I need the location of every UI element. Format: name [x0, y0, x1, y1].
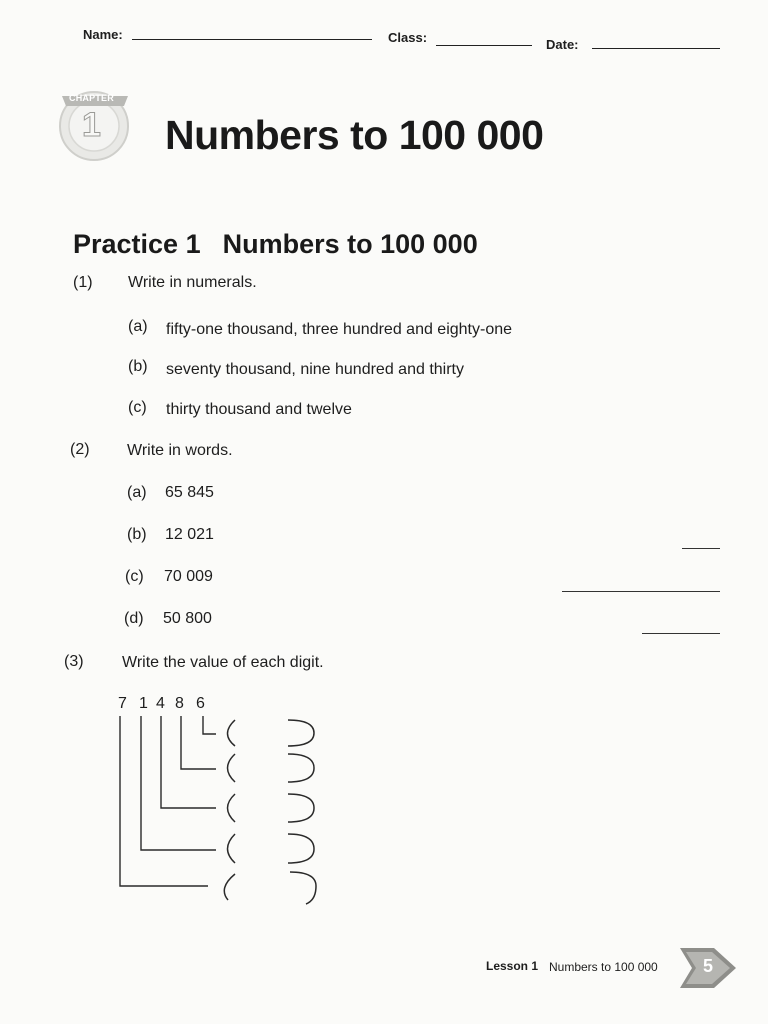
question-number: (1) — [73, 274, 93, 291]
item-text: thirty thousand and twelve — [166, 401, 352, 418]
chapter-badge — [48, 84, 140, 162]
name-field[interactable] — [132, 39, 372, 40]
digit: 6 — [196, 695, 205, 712]
connector-line-tens — [181, 716, 216, 769]
connector-line-ones — [203, 716, 216, 734]
item-text: 50 800 — [163, 610, 212, 627]
class-field[interactable] — [436, 45, 532, 46]
digit-value-diagram — [110, 712, 330, 908]
item-label: (b) — [128, 358, 148, 375]
item-label: (a) — [128, 318, 148, 335]
chapter-title: Numbers to 100 000 — [165, 112, 544, 158]
connector-line-ten-thousands — [120, 716, 208, 886]
connector-line-hundreds — [161, 716, 216, 808]
answer-box-right — [288, 720, 314, 746]
question-number: (2) — [70, 441, 90, 458]
question-number: (3) — [64, 653, 84, 670]
chapter-badge-number: 1 — [82, 106, 101, 144]
date-label: Date: — [546, 37, 579, 52]
item-text: seventy thousand, nine hundred and thirty — [166, 361, 464, 378]
answer-line[interactable] — [682, 548, 720, 549]
item-label: (b) — [127, 526, 147, 543]
answer-box-left — [228, 720, 236, 746]
practice-title: Numbers to 100 000 — [222, 229, 478, 259]
question-instruction: Write in words. — [127, 442, 233, 459]
item-label: (d) — [124, 610, 144, 627]
page-number-arrow — [676, 942, 740, 992]
item-label: (a) — [127, 484, 147, 501]
footer-lesson: Lesson 1 — [486, 959, 539, 973]
footer-topic: Numbers to 100 000 — [549, 960, 658, 974]
digit: 8 — [175, 695, 184, 712]
item-text: 12 021 — [165, 526, 214, 543]
item-text: 65 845 — [165, 484, 214, 501]
connector-line-thousands — [141, 716, 216, 850]
chapter-badge-word: CHAPTER — [69, 93, 114, 103]
item-label: (c) — [128, 399, 147, 416]
item-label: (c) — [125, 568, 144, 585]
page-number: 5 — [703, 956, 714, 976]
digit: 1 — [139, 695, 148, 712]
practice-label: Practice 1 — [73, 229, 201, 259]
question-instruction: Write the value of each digit. — [122, 654, 324, 671]
digit: 4 — [156, 695, 165, 712]
answer-line[interactable] — [642, 633, 720, 634]
item-text: fifty-one thousand, three hundred and eighty-one — [166, 321, 513, 338]
class-label: Class: — [388, 30, 428, 45]
practice-heading — [73, 229, 478, 260]
answer-line[interactable] — [562, 591, 720, 592]
question-instruction: Write in numerals. — [128, 274, 257, 291]
name-label: Name: — [83, 27, 123, 42]
digit: 7 — [118, 695, 127, 712]
date-field[interactable] — [592, 48, 720, 49]
item-text: 70 009 — [164, 568, 213, 585]
